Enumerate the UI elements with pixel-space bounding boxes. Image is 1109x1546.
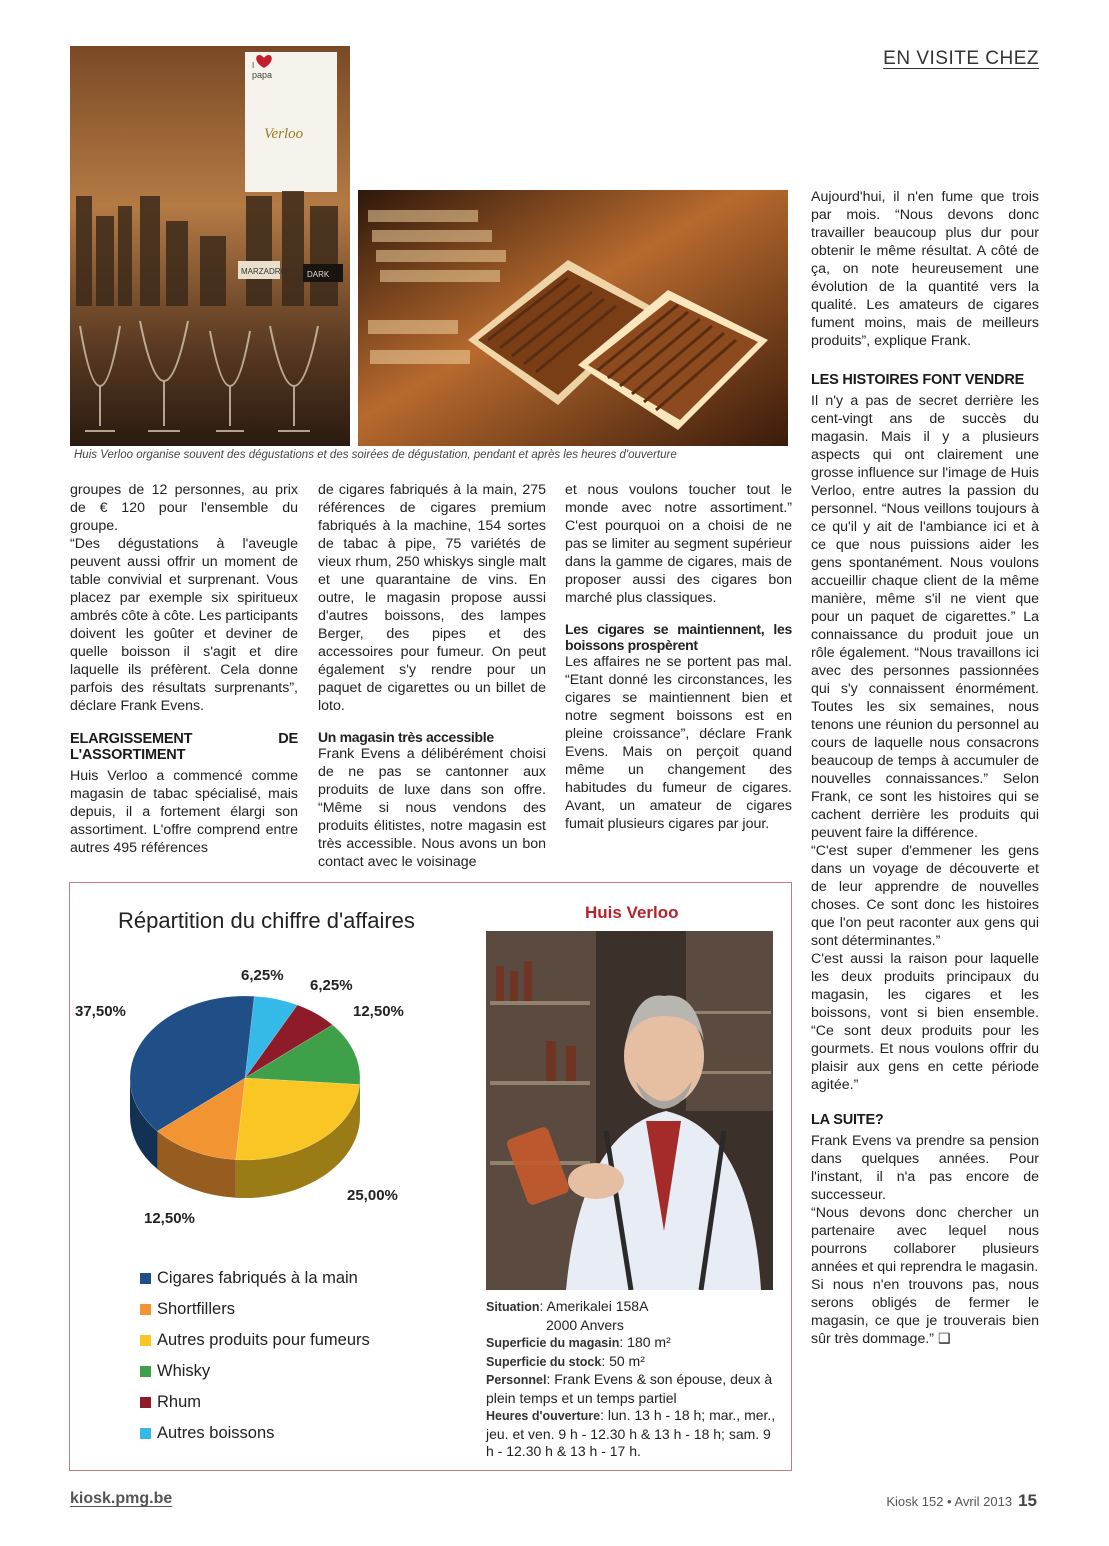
legend-item [140,1325,370,1356]
legend-label: Cigares fabriqués à la main [157,1269,358,1287]
footer-site[interactable]: kiosk.pmg.be [70,1490,173,1507]
info-label: Superficie du stock [486,1354,602,1369]
bottle-label-marzadro: MARZADRO [241,267,287,276]
article-column-2 [318,481,546,871]
humidor-photo [358,190,788,446]
photo-caption: Huis Verloo organise souvent des dégustations et des soirées de dégustation, pendant et après les heures d'ouverture [74,449,677,461]
slice-label: 6,25% [310,977,353,994]
info-value: : 50 m² [601,1352,645,1369]
poster-i: I [252,61,255,70]
paragraph: “Nous devons donc chercher un partenaire avec lequel nous pourrons collaborer plusieurs années et qui reprendra le magasin. [811,1205,1039,1275]
article-column-1 [70,481,298,857]
info-value: : lun. 13 h - 18 h; mar., mer., jeu. et ven. 9 h - 12.30 h & 13 h - 18 h; sam. 9 h - 12.30 h & 13 h - 17 h. [486,1407,776,1459]
legend-label: Whisky [157,1362,211,1380]
info-value: : 180 m² [619,1334,671,1350]
info-label: Superficie du magasin [486,1336,620,1350]
bar-photo-art [70,46,350,446]
paragraph: groupes de 12 personnes, au prix de € 120 pour l'ensemble du groupe. [70,482,298,534]
paragraph: Les affaires ne se portent pas mal. “Etant donné les circonstances, les cigares se maintiennent bien et notre segment boissons est en pleine croissance”, déclare Frank Evens. Mais on perçoit quand même un changement des habitudes du fumeur de cigares. Avant, un amateur de cigares fumait plusieurs cigares par jour. [565,654,792,832]
poster-brand: Verloo [264,126,304,142]
slice-label: 37,50% [75,1003,126,1020]
paragraph: Frank Evens a délibérément choisi de ne pas se cantonner aux produits de luxe dans son offre. “Même si nous vendons des produits élitistes, notre magasin est très accessible. Nous avons un bon contact avec le voisinage [318,746,546,870]
bottle-label-dark: DARK [307,270,330,279]
slice-label: 12,50% [353,1003,404,1020]
legend-item [140,1418,370,1449]
article-column-4 [811,188,1039,1348]
legend-item [140,1263,370,1294]
info-label: Heures d'ouverture [486,1409,601,1423]
paragraph: C'est aussi la raison pour laquelle les deux produits principaux du magasin, les cigares et les boissons, vont si bien ensemble. “Ce sont deux produits pour les gourmets. Et nous voulons offrir du plaisir aux gens en cette période agitée.” [811,951,1039,1093]
subheading: Les cigares se maintiennent, les boissons prospèrent [565,621,792,653]
chart-title: Répartition du chiffre d'affaires [118,908,415,933]
slice-label: 25,00% [347,1187,398,1204]
info-label: Personnel [486,1373,547,1387]
subheading: Un magasin très accessible [318,729,494,745]
legend-label: Autres produits pour fumeurs [157,1331,370,1349]
paragraph: “Des dégustations à l'aveugle peuvent aussi offrir un moment de table convivial et surprenant. Vous placez par exemple six spiritueux ambrés côte à côte. Les participants doivent les goûter et deviner de quelle boisson il s'agit et dire laquelle ils préfèrent. Cela donne parfois des résultats surprenants”, déclare Frank Evens. [70,536,298,714]
portrait-photo [486,931,773,1290]
issue-label: Kiosk 152 • Avril 2013 [886,1494,1013,1509]
slice-label: 6,25% [241,967,284,984]
factbox-info [486,1298,776,1461]
paragraph: Si nous n'en trouvons pas, nous serons obligés de fermer le magasin, ce que je trouverais bien sûr très dommage.” ❑ [811,1277,1039,1347]
paragraph: Aujourd'hui, il n'en fume que trois par mois. “Nous devons donc travailler beaucoup plus dur pour obtenir le même résultat. A côté de ça, on note heureusement une évolution de la quantité vers la qualité. Les amateurs de cigares fument moins, mais de meilleurs produits”, explique Frank. [811,189,1039,349]
chart-legend [140,1263,370,1449]
paragraph: Huis Verloo a commencé comme magasin de tabac spécialisé, mais depuis, il a fortement élargi son assortiment. L'offre comprend entre autres 495 références [70,768,298,856]
section-heading: ELARGISSEMENT DE L'ASSORTIMENT [70,731,298,763]
info-label: Situation [486,1300,540,1314]
paragraph: et nous voulons toucher tout le monde avec notre assortiment.” C'est pourquoi on a choisi de ne pas se limiter au segment supérieur dans la gamme de cigares, mais de proposer aussi des cigares bon marché plus classiques. [565,482,792,606]
legend-swatch [140,1335,151,1346]
legend-item [140,1387,370,1418]
section-kicker: EN VISITE CHEZ [883,48,1039,69]
legend-swatch [140,1397,151,1408]
legend-swatch [140,1273,151,1284]
info-value: : Frank Evens & son épouse, deux à plein temps et un temps partiel [486,1371,773,1406]
section-heading: LES HISTOIRES FONT VENDRE [811,372,1025,388]
paragraph: de cigares fabriqués à la main, 275 références de cigares premium fabriqués à la machine, 154 sortes de tabac à pipe, 75 variétés de vieux rhum, 250 whiskys single malt et une quarantaine de vins. En outre, le magasin propose aussi d'autres boissons, des lampes Berger, des pipes et des accessoires pour fumeur. On peut également s'y rendre pour un paquet de cigarettes ou un billet de loto. [318,482,546,714]
portrait-photo-art [486,931,773,1290]
legend-item [140,1356,370,1387]
legend-swatch [140,1304,151,1315]
section-heading: LA SUITE? [811,1112,884,1128]
page-number: 15 [1018,1491,1037,1510]
humidor-photo-art [358,190,788,446]
legend-label: Rhum [157,1393,202,1411]
article-column-3 [565,481,792,833]
legend-label: Autres boissons [157,1424,275,1442]
legend-label: Shortfillers [157,1300,235,1318]
legend-swatch [140,1428,151,1439]
bar-photo [70,46,350,446]
legend-swatch [140,1366,151,1377]
factbox-title: Huis Verloo [585,903,679,922]
slice-label: 12,50% [144,1210,195,1227]
footer-issue [886,1491,1037,1511]
info-value: : Amerikalei 158A [539,1298,649,1314]
poster-papa: papa [252,70,273,80]
paragraph: “C'est super d'emmener les gens dans un voyage de découverte et de leur apprendre de nouvelles choses. Ce sont donc les histoires que l'on peut raconter aux gens qui sont déterminantes.” [811,843,1039,949]
paragraph: Frank Evens va prendre sa pension dans quelques années. Pour l'instant, il n'a pas encore de successeur. [811,1133,1039,1203]
paragraph: Il n'y a pas de secret derrière les cent-vingt ans de succès du magasin. Mais il y a plusieurs aspects qui ont clairement une grosse influence sur l'image de Huis Verloo, entre autres la passion du personnel. “Nous veillons toujours à ce qu'il y ait de l'ambiance ici et à ce que nous puissions aider les gens spontanément. Nous voulons accueillir chaque client de la même manière, même s'il ne vient que pour un paquet de cigarettes.” La connaissance du produit joue un rôle également. “Nous travaillons ici avec des personnes passionnées qui s'y connaissent énormément. Toutes les six semaines, nous tenons une réunion du personnel au cours de laquelle nous consacrons beaucoup de temps à accumuler de nouvelles connaissances.” Selon Frank, ce sont les histoires qui se cachent derrière les produits qui peuvent faire la différence. [811,393,1039,841]
info-value: 2000 Anvers [546,1316,624,1333]
legend-item [140,1294,370,1325]
